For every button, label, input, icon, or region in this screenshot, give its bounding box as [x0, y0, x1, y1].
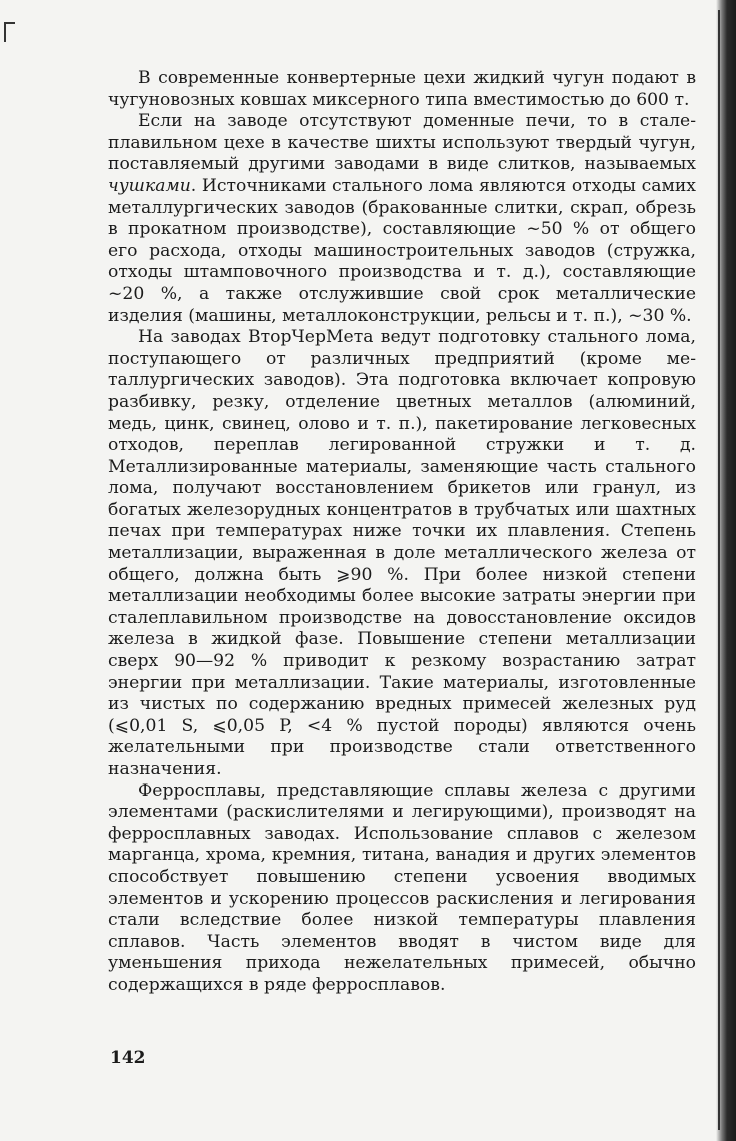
page-number: 142: [110, 1048, 146, 1068]
paragraph-1: В современные конвертерные цехи жидкий чугун подают в чугуновозных ковшах миксерного типа вместимостью до 600 т.: [108, 68, 696, 110]
paragraph-2: Если на заводе отсутствуют доменные печи, то в сталеплавильном цехе в качестве шихты используют твердый чугун, поставляемый другими заводами в виде слитков, называемых чушками. Источниками стального лома являются отходы самих металлургических заводов (бракованные слитки, скрап, обрезь в прокатном производстве), составляющие ~50 % от общего его расхода, отходы машиностроительных заводов (стружка, отходы штамповочного производства и т. д.), составляющие ~20 %, а также отслужившие свой срок металлические изделия (машины, металлоконструкции, рельсы и т. п.), ~30 %.: [108, 111, 696, 326]
paragraph-3: На заводах ВторЧерМета ведут подготовку стального лома, поступающего от различных предприятий (кроме металлургических заводов). Эта подготовка включает копровую разбивку, резку, отделение цветных металлов (алюминий, медь, цинк, свинец, олово и т. п.), пакетирование легковесных отходов, переплав легированной стружки и т. д. Металлизированные материалы, заменяющие часть стального лома, получают восстановлением брикетов или гранул, из богатых железорудных концентратов в трубчатых или шахтных печах при температурах ниже точки их плавления. Степень металлизации, выраженная в доле металлического железа от общего, должна быть ⩾90 %. При более низкой степени металлизации необходимы более высокие затраты энергии при сталеплавильном производстве на довосстановление оксидов железа в жидкой фазе. Повышение степени металлизации сверх 90—92 % приводит к резкому возрастанию затрат энергии при металлизации. Такие материалы, изготовленные из чистых по содержанию вредных примесей железных руд (⩽0,01 S, ⩽0,05 P, <4 % пустой породы) являются очень желательными при производстве стали ответственного назначения.: [108, 327, 696, 779]
scan-corner-mark: [4, 22, 15, 42]
paragraph-4: Ферросплавы, представляющие сплавы железа с другими элементами (раскислителями и легирующими), производят на ферросплавных заводах. Использование сплавов с железом марганца, хрома, кремния, титана, ванадия и других элементов способствует повышению степени усвоения вводимых элементов и ускорению процессов раскисления и легирования стали вследствие более низкой температуры плавления сплавов. Часть элементов вводят в чистом виде для уменьшения прихода нежелательных примесей, обычно содержащихся в ряде ферросплавов.: [108, 780, 696, 995]
book-binding-line: [718, 10, 720, 1130]
body-text: [108, 68, 696, 997]
italic-term: чушками: [108, 175, 191, 196]
